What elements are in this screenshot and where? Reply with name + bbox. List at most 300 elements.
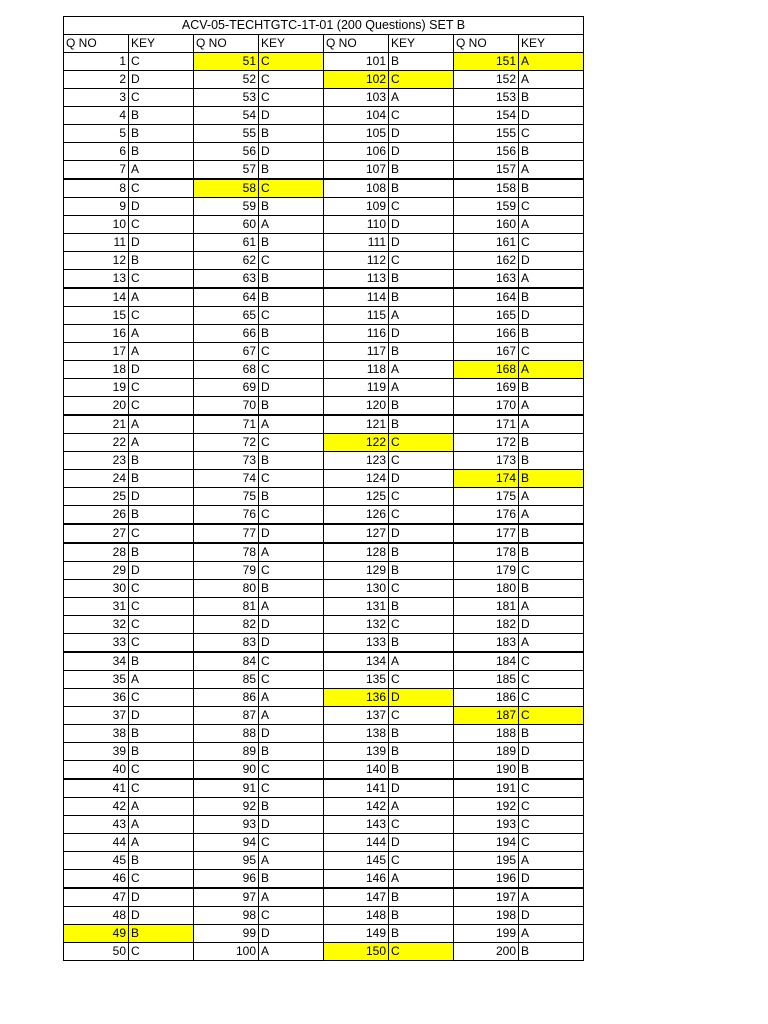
question-number-cell: 189 xyxy=(454,743,519,761)
answer-key-cell: A xyxy=(519,361,584,379)
question-number-cell: 70 xyxy=(194,397,259,416)
table-row xyxy=(64,616,584,634)
question-number-cell: 93 xyxy=(194,816,259,834)
answer-key-cell: D xyxy=(389,779,454,798)
table-row xyxy=(64,652,584,671)
answer-key-cell: B xyxy=(129,852,194,870)
question-number-cell: 116 xyxy=(324,325,389,343)
question-number-cell: 13 xyxy=(64,270,129,289)
question-number-cell: 66 xyxy=(194,325,259,343)
title-row xyxy=(64,17,584,35)
answer-key-cell: B xyxy=(519,452,584,470)
answer-key-cell: B xyxy=(129,652,194,671)
answer-key-cell: A xyxy=(519,488,584,506)
question-number-cell: 198 xyxy=(454,907,519,925)
question-number-cell: 114 xyxy=(324,288,389,307)
answer-key-cell: B xyxy=(389,179,454,198)
answer-key-cell: D xyxy=(129,234,194,252)
answer-key-cell: C xyxy=(259,506,324,525)
column-header-key: KEY xyxy=(259,35,324,53)
answer-key-cell: C xyxy=(259,652,324,671)
question-number-cell: 63 xyxy=(194,270,259,289)
question-number-cell: 34 xyxy=(64,652,129,671)
answer-key-cell: D xyxy=(259,925,324,943)
question-number-cell: 35 xyxy=(64,671,129,689)
table-row xyxy=(64,689,584,707)
question-number-cell: 149 xyxy=(324,925,389,943)
question-number-cell: 134 xyxy=(324,652,389,671)
answer-key-cell: A xyxy=(259,943,324,961)
answer-key-cell: D xyxy=(129,198,194,216)
answer-key-cell: C xyxy=(259,343,324,361)
question-number-cell: 53 xyxy=(194,89,259,107)
answer-key-cell: A xyxy=(259,598,324,616)
question-number-cell: 168 xyxy=(454,361,519,379)
answer-key-cell: A xyxy=(519,598,584,616)
question-number-cell: 131 xyxy=(324,598,389,616)
table-row xyxy=(64,943,584,961)
question-number-cell: 97 xyxy=(194,888,259,907)
question-number-cell: 176 xyxy=(454,506,519,525)
question-number-cell: 51 xyxy=(194,53,259,71)
answer-key-cell: B xyxy=(519,580,584,598)
table-row xyxy=(64,543,584,562)
question-number-cell: 99 xyxy=(194,925,259,943)
answer-key-cell: C xyxy=(259,834,324,852)
question-number-cell: 95 xyxy=(194,852,259,870)
answer-key-cell: A xyxy=(519,216,584,234)
answer-key-cell: B xyxy=(519,325,584,343)
answer-key-cell: B xyxy=(389,634,454,653)
question-number-cell: 156 xyxy=(454,143,519,161)
question-number-cell: 187 xyxy=(454,707,519,725)
question-number-cell: 98 xyxy=(194,907,259,925)
question-number-cell: 17 xyxy=(64,343,129,361)
answer-key-cell: D xyxy=(519,616,584,634)
question-number-cell: 152 xyxy=(454,71,519,89)
question-number-cell: 15 xyxy=(64,307,129,325)
table-row xyxy=(64,925,584,943)
answer-key-cell: A xyxy=(259,543,324,562)
question-number-cell: 167 xyxy=(454,343,519,361)
question-number-cell: 68 xyxy=(194,361,259,379)
column-header-key: KEY xyxy=(129,35,194,53)
answer-key-cell: D xyxy=(129,562,194,580)
table-row xyxy=(64,816,584,834)
answer-key-cell: C xyxy=(519,834,584,852)
question-number-cell: 194 xyxy=(454,834,519,852)
question-number-cell: 195 xyxy=(454,852,519,870)
question-number-cell: 75 xyxy=(194,488,259,506)
question-number-cell: 2 xyxy=(64,71,129,89)
question-number-cell: 173 xyxy=(454,452,519,470)
question-number-cell: 73 xyxy=(194,452,259,470)
answer-key-cell: C xyxy=(389,852,454,870)
table-row xyxy=(64,580,584,598)
question-number-cell: 120 xyxy=(324,397,389,416)
answer-key-cell: A xyxy=(519,397,584,416)
question-number-cell: 113 xyxy=(324,270,389,289)
question-number-cell: 87 xyxy=(194,707,259,725)
answer-key-cell: C xyxy=(389,252,454,270)
answer-key-cell: C xyxy=(389,198,454,216)
question-number-cell: 25 xyxy=(64,488,129,506)
answer-key-cell: B xyxy=(389,743,454,761)
answer-key-cell: A xyxy=(389,798,454,816)
question-number-cell: 107 xyxy=(324,161,389,180)
table-row xyxy=(64,634,584,653)
answer-key-cell: B xyxy=(259,270,324,289)
answer-key-cell: D xyxy=(389,143,454,161)
table-row xyxy=(64,798,584,816)
question-number-cell: 117 xyxy=(324,343,389,361)
question-number-cell: 150 xyxy=(324,943,389,961)
answer-key-cell: B xyxy=(519,470,584,488)
answer-key-cell: B xyxy=(129,743,194,761)
question-number-cell: 72 xyxy=(194,434,259,452)
question-number-cell: 14 xyxy=(64,288,129,307)
answer-key-cell: C xyxy=(259,71,324,89)
question-number-cell: 26 xyxy=(64,506,129,525)
column-header-key: KEY xyxy=(519,35,584,53)
answer-key-cell: B xyxy=(129,506,194,525)
answer-key-cell: C xyxy=(259,361,324,379)
answer-key-cell: A xyxy=(259,415,324,434)
question-number-cell: 158 xyxy=(454,179,519,198)
question-number-cell: 193 xyxy=(454,816,519,834)
answer-key-cell: C xyxy=(259,907,324,925)
question-number-cell: 11 xyxy=(64,234,129,252)
answer-key-cell: D xyxy=(389,234,454,252)
question-number-cell: 137 xyxy=(324,707,389,725)
table-row xyxy=(64,89,584,107)
answer-key-cell: C xyxy=(389,580,454,598)
question-number-cell: 64 xyxy=(194,288,259,307)
answer-key-cell: B xyxy=(389,888,454,907)
answer-key-cell: C xyxy=(129,634,194,653)
answer-key-cell: C xyxy=(259,562,324,580)
column-header-qno: Q NO xyxy=(454,35,519,53)
answer-key-cell: C xyxy=(259,252,324,270)
question-number-cell: 47 xyxy=(64,888,129,907)
answer-key-cell: C xyxy=(259,434,324,452)
answer-key-cell: B xyxy=(389,725,454,743)
answer-key-cell: C xyxy=(129,689,194,707)
answer-key-cell: C xyxy=(129,616,194,634)
question-number-cell: 178 xyxy=(454,543,519,562)
answer-key-cell: B xyxy=(259,743,324,761)
answer-key-cell: C xyxy=(259,671,324,689)
column-header-key: KEY xyxy=(389,35,454,53)
answer-key-cell: C xyxy=(129,598,194,616)
question-number-cell: 174 xyxy=(454,470,519,488)
question-number-cell: 28 xyxy=(64,543,129,562)
question-number-cell: 148 xyxy=(324,907,389,925)
question-number-cell: 21 xyxy=(64,415,129,434)
table-row xyxy=(64,562,584,580)
question-number-cell: 141 xyxy=(324,779,389,798)
question-number-cell: 86 xyxy=(194,689,259,707)
answer-key-cell: B xyxy=(129,470,194,488)
question-number-cell: 22 xyxy=(64,434,129,452)
answer-key-cell: A xyxy=(129,325,194,343)
question-number-cell: 37 xyxy=(64,707,129,725)
answer-key-cell: C xyxy=(519,798,584,816)
answer-key-cell: C xyxy=(129,270,194,289)
question-number-cell: 132 xyxy=(324,616,389,634)
question-number-cell: 109 xyxy=(324,198,389,216)
answer-key-cell: B xyxy=(519,943,584,961)
answer-key-cell: D xyxy=(519,870,584,889)
answer-key-cell: D xyxy=(259,143,324,161)
question-number-cell: 135 xyxy=(324,671,389,689)
question-number-cell: 157 xyxy=(454,161,519,180)
answer-key-cell: B xyxy=(389,397,454,416)
question-number-cell: 60 xyxy=(194,216,259,234)
answer-key-cell: D xyxy=(259,616,324,634)
answer-key-cell: C xyxy=(129,580,194,598)
answer-key-cell: C xyxy=(389,943,454,961)
answer-key-cell: C xyxy=(389,488,454,506)
table-row xyxy=(64,888,584,907)
answer-key-cell: A xyxy=(519,634,584,653)
answer-key-cell: A xyxy=(129,671,194,689)
question-number-cell: 41 xyxy=(64,779,129,798)
question-number-cell: 129 xyxy=(324,562,389,580)
answer-key-cell: B xyxy=(519,288,584,307)
answer-key-cell: B xyxy=(389,270,454,289)
question-number-cell: 19 xyxy=(64,379,129,397)
answer-key-cell: D xyxy=(259,107,324,125)
table-row xyxy=(64,53,584,71)
table-row xyxy=(64,71,584,89)
answer-key-cell: C xyxy=(519,652,584,671)
answer-key-cell: B xyxy=(259,452,324,470)
question-number-cell: 56 xyxy=(194,143,259,161)
question-number-cell: 54 xyxy=(194,107,259,125)
answer-key-cell: B xyxy=(259,234,324,252)
question-number-cell: 180 xyxy=(454,580,519,598)
question-number-cell: 164 xyxy=(454,288,519,307)
answer-key-cell: D xyxy=(389,834,454,852)
question-number-cell: 27 xyxy=(64,524,129,543)
answer-key-cell: C xyxy=(129,870,194,889)
question-number-cell: 71 xyxy=(194,415,259,434)
table-row xyxy=(64,252,584,270)
question-number-cell: 171 xyxy=(454,415,519,434)
answer-key-cell: A xyxy=(129,434,194,452)
question-number-cell: 55 xyxy=(194,125,259,143)
answer-key-cell: B xyxy=(129,125,194,143)
table-row xyxy=(64,343,584,361)
question-number-cell: 183 xyxy=(454,634,519,653)
question-number-cell: 124 xyxy=(324,470,389,488)
answer-key-cell: C xyxy=(259,307,324,325)
answer-key-cell: A xyxy=(259,888,324,907)
answer-key-cell: A xyxy=(259,689,324,707)
question-number-cell: 89 xyxy=(194,743,259,761)
answer-key-cell: B xyxy=(519,543,584,562)
answer-key-cell: B xyxy=(519,143,584,161)
answer-key-cell: D xyxy=(259,379,324,397)
answer-key-cell: A xyxy=(129,816,194,834)
question-number-cell: 18 xyxy=(64,361,129,379)
question-number-cell: 1 xyxy=(64,53,129,71)
answer-key-cell: C xyxy=(129,943,194,961)
question-number-cell: 151 xyxy=(454,53,519,71)
answer-key-cell: C xyxy=(389,671,454,689)
answer-key-cell: D xyxy=(519,907,584,925)
question-number-cell: 133 xyxy=(324,634,389,653)
question-number-cell: 77 xyxy=(194,524,259,543)
answer-key-cell: C xyxy=(519,234,584,252)
question-number-cell: 48 xyxy=(64,907,129,925)
answer-key-cell: B xyxy=(129,143,194,161)
question-number-cell: 118 xyxy=(324,361,389,379)
table-row xyxy=(64,125,584,143)
table-row xyxy=(64,671,584,689)
answer-key-cell: A xyxy=(129,161,194,180)
answer-rows xyxy=(64,53,584,961)
question-number-cell: 153 xyxy=(454,89,519,107)
question-number-cell: 145 xyxy=(324,852,389,870)
question-number-cell: 191 xyxy=(454,779,519,798)
answer-key-cell: A xyxy=(389,870,454,889)
table-row xyxy=(64,834,584,852)
question-number-cell: 112 xyxy=(324,252,389,270)
column-header-qno: Q NO xyxy=(324,35,389,53)
question-number-cell: 59 xyxy=(194,198,259,216)
question-number-cell: 8 xyxy=(64,179,129,198)
column-header-qno: Q NO xyxy=(194,35,259,53)
question-number-cell: 169 xyxy=(454,379,519,397)
answer-key-cell: C xyxy=(259,53,324,71)
answer-key-cell: A xyxy=(259,707,324,725)
answer-key-cell: A xyxy=(129,798,194,816)
answer-key-cell: D xyxy=(129,361,194,379)
question-number-cell: 122 xyxy=(324,434,389,452)
answer-key-cell: C xyxy=(129,779,194,798)
question-number-cell: 130 xyxy=(324,580,389,598)
answer-key-cell: B xyxy=(389,543,454,562)
question-number-cell: 42 xyxy=(64,798,129,816)
answer-key-cell: B xyxy=(259,125,324,143)
answer-key-cell: B xyxy=(129,452,194,470)
question-number-cell: 115 xyxy=(324,307,389,325)
answer-key-cell: A xyxy=(129,415,194,434)
question-number-cell: 46 xyxy=(64,870,129,889)
answer-key-cell: C xyxy=(519,562,584,580)
question-number-cell: 52 xyxy=(194,71,259,89)
question-number-cell: 78 xyxy=(194,543,259,562)
table-row xyxy=(64,506,584,525)
table-row xyxy=(64,452,584,470)
question-number-cell: 106 xyxy=(324,143,389,161)
answer-key-cell: C xyxy=(389,506,454,525)
answer-key-cell: B xyxy=(389,161,454,180)
question-number-cell: 94 xyxy=(194,834,259,852)
question-number-cell: 197 xyxy=(454,888,519,907)
question-number-cell: 29 xyxy=(64,562,129,580)
question-number-cell: 44 xyxy=(64,834,129,852)
answer-key-cell: C xyxy=(259,761,324,780)
answer-key-cell: C xyxy=(259,779,324,798)
answer-key-cell: B xyxy=(519,434,584,452)
answer-key-cell: D xyxy=(389,689,454,707)
answer-key-cell: B xyxy=(519,725,584,743)
answer-key-cell: B xyxy=(389,288,454,307)
answer-key-cell: A xyxy=(519,270,584,289)
table-row xyxy=(64,743,584,761)
question-number-cell: 142 xyxy=(324,798,389,816)
question-number-cell: 80 xyxy=(194,580,259,598)
question-number-cell: 65 xyxy=(194,307,259,325)
column-header-qno: Q NO xyxy=(64,35,129,53)
header-row xyxy=(64,35,584,53)
table-row xyxy=(64,161,584,180)
question-number-cell: 92 xyxy=(194,798,259,816)
question-number-cell: 50 xyxy=(64,943,129,961)
question-number-cell: 69 xyxy=(194,379,259,397)
question-number-cell: 10 xyxy=(64,216,129,234)
answer-key-cell: D xyxy=(389,524,454,543)
answer-key-cell: B xyxy=(519,89,584,107)
table-row xyxy=(64,488,584,506)
question-number-cell: 119 xyxy=(324,379,389,397)
question-number-cell: 6 xyxy=(64,143,129,161)
question-number-cell: 32 xyxy=(64,616,129,634)
table-row xyxy=(64,725,584,743)
question-number-cell: 110 xyxy=(324,216,389,234)
question-number-cell: 127 xyxy=(324,524,389,543)
answer-key-cell: B xyxy=(129,107,194,125)
table-row xyxy=(64,379,584,397)
question-number-cell: 185 xyxy=(454,671,519,689)
question-number-cell: 45 xyxy=(64,852,129,870)
table-row xyxy=(64,325,584,343)
answer-key-cell: C xyxy=(389,434,454,452)
answer-key-cell: B xyxy=(259,325,324,343)
answer-key-cell: B xyxy=(259,161,324,180)
answer-key-cell: C xyxy=(129,89,194,107)
answer-key-cell: B xyxy=(389,761,454,780)
answer-key-cell: C xyxy=(129,379,194,397)
question-number-cell: 20 xyxy=(64,397,129,416)
answer-key-cell: B xyxy=(259,198,324,216)
answer-key-cell: B xyxy=(519,379,584,397)
question-number-cell: 196 xyxy=(454,870,519,889)
answer-key-cell: B xyxy=(519,524,584,543)
answer-key-cell: B xyxy=(389,53,454,71)
answer-key-cell: C xyxy=(129,179,194,198)
answer-key-cell: C xyxy=(259,470,324,488)
answer-key-cell: A xyxy=(389,361,454,379)
table-row xyxy=(64,270,584,289)
question-number-cell: 81 xyxy=(194,598,259,616)
table-row xyxy=(64,779,584,798)
question-number-cell: 161 xyxy=(454,234,519,252)
answer-key-cell: A xyxy=(129,288,194,307)
answer-key-cell: A xyxy=(389,379,454,397)
question-number-cell: 79 xyxy=(194,562,259,580)
answer-key-cell: B xyxy=(259,288,324,307)
answer-key-cell: D xyxy=(389,216,454,234)
table-row xyxy=(64,288,584,307)
question-number-cell: 38 xyxy=(64,725,129,743)
question-number-cell: 136 xyxy=(324,689,389,707)
answer-key-cell: A xyxy=(389,89,454,107)
question-number-cell: 102 xyxy=(324,71,389,89)
